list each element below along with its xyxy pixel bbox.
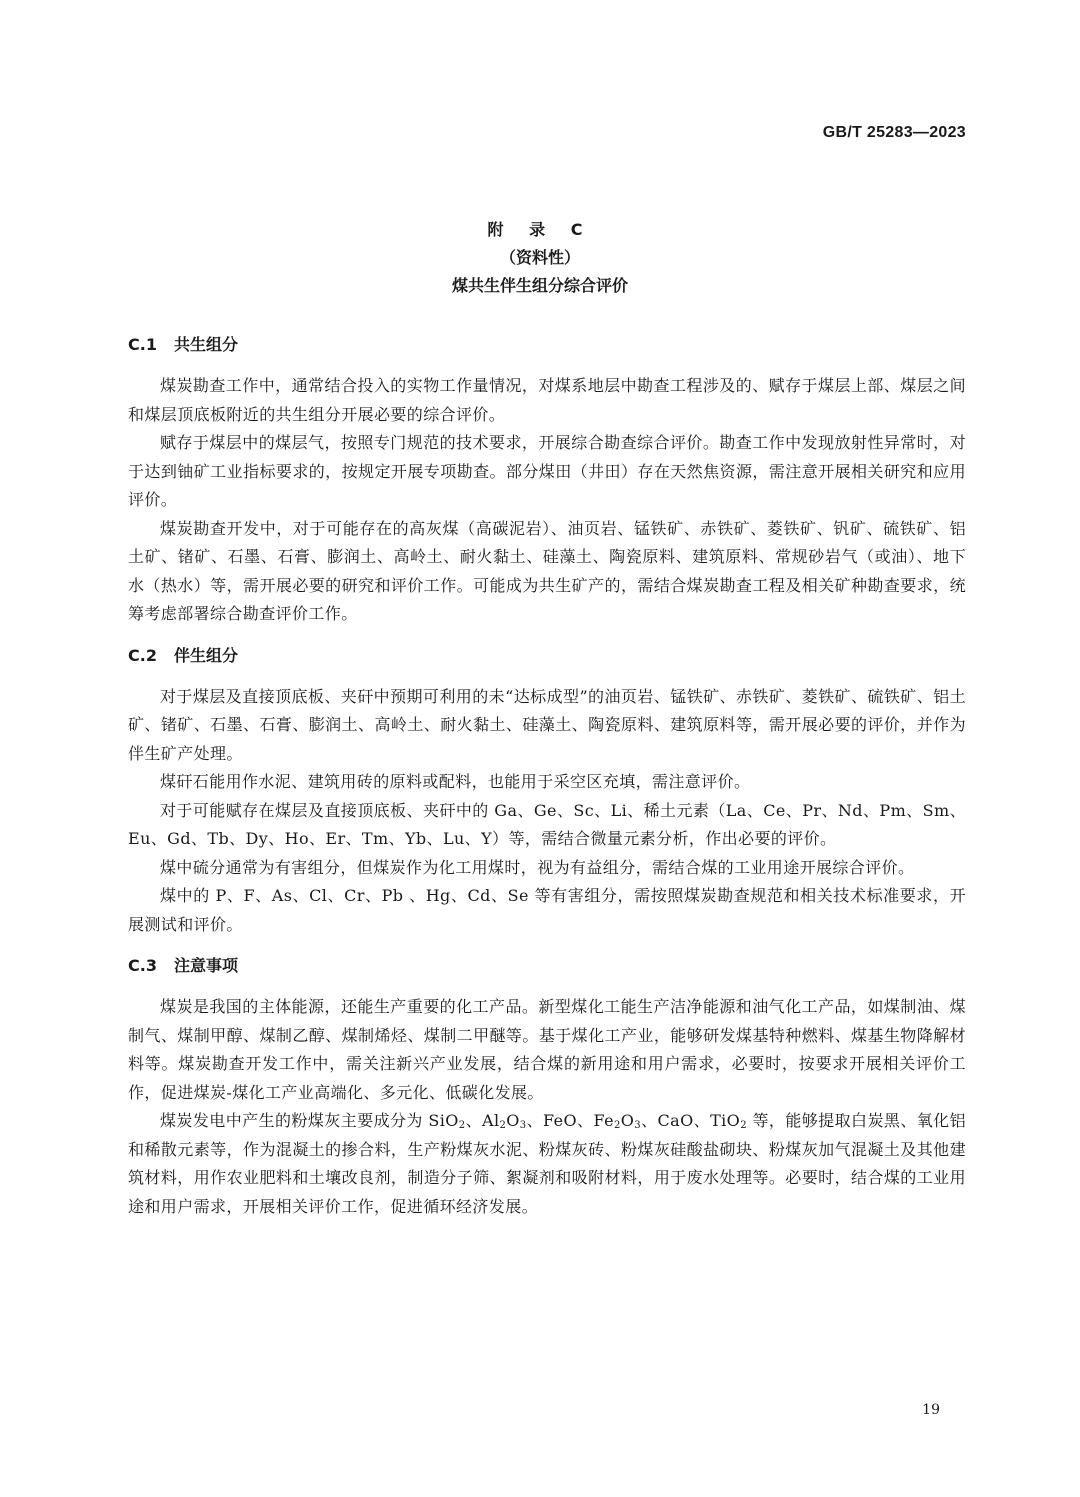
section-title: 共生组分 [174, 335, 239, 354]
paragraph: 赋存于煤层中的煤层气，按照专门规范的技术要求，开展综合勘查综合评价。勘查工作中发现放射性异常时，对于达到铀矿工业指标要求的，按规定开展专项勘查。部分煤田（井田）存在天然焦资源，需注意开展相关研究和应用评价。 [128, 433, 966, 509]
paragraph: 对于煤层及直接顶底板、夹矸中预期可利用的未“达标成型”的油页岩、锰铁矿、赤铁矿、菱铁矿、硫铁矿、铝土矿、锗矿、石墨、石膏、膨润土、高岭土、耐火黏土、硅藻土、陶瓷原料、建筑原料等，需开展必要的评价，并作为伴生矿产处理。 [128, 686, 966, 763]
section-number: C.3 [128, 956, 157, 975]
paragraph: 煤炭勘查工作中，通常结合投入的实物工作量情况，对煤系地层中勘查工程涉及的、赋存于煤层上部、煤层之间和煤层顶底板附近的共生组分开展必要的综合评价。 [128, 376, 966, 424]
section-heading [128, 643, 966, 669]
paragraph: 煤矸石能用作水泥、建筑用砖的原料或配料，也能用于采空区充填，需注意评价。 [160, 772, 751, 791]
annex-type: （资料性） [499, 248, 580, 267]
page-number: 19 [922, 1402, 940, 1418]
section-number: C.2 [128, 645, 157, 665]
section-c1 [128, 332, 966, 629]
annex-content [128, 332, 966, 1235]
annex-name: 煤共生伴生组分综合评价 [451, 276, 628, 295]
section-heading [128, 953, 966, 979]
section-title: 注意事项 [174, 956, 239, 975]
annex-title: 附 录 C [487, 220, 593, 239]
paragraph: 煤中硫分通常为有害组分，但煤炭作为化工用煤时，视为有益组分，需结合煤的工业用途开展综合评价。 [160, 857, 915, 877]
paragraph: 煤中的 P、F、As、Cl、Cr、Pb 、Hg、Cd、Se 等有害组分，需按照煤炭勘查规范和相关技术标准要求，开展测试和评价。 [128, 886, 966, 934]
section-title: 伴生组分 [174, 645, 239, 665]
annex-title-block [0, 216, 1080, 300]
paragraph: 对于可能赋存在煤层及直接顶底板、夹矸中的 Ga、Ge、Sc、Li、稀土元素（La、Ce、Pr、Nd、Pm、Sm、Eu、Gd、Tb、Dy、Ho、Er、Tm、Yb、Lu、Y）等，需结合微量元素分析，作出必要的评价。 [128, 800, 966, 848]
paragraph: 煤炭是我国的主体能源，还能生产重要的化工产品。新型煤化工能生产洁净能源和油气化工产品，如煤制油、煤制气、煤制甲醇、煤制乙醇、煤制烯烃、煤制二甲醚等。基于煤化工产业，能够研发煤基特种燃料、煤基生物降解材料等。煤炭勘查开发工作中，需关注新兴产业发展，结合煤的新用途和用户需求，必要时，按要求开展相关评价工作，促进煤炭-煤化工产业高端化、多元化、低碳化发展。 [128, 997, 966, 1102]
section-number: C.1 [128, 335, 157, 354]
section-heading [128, 332, 966, 358]
section-c2 [128, 643, 966, 940]
paragraph-fly-ash: 煤炭发电中产生的粉煤灰主要成分为 SiO$_2$、$Al_2O_3$、FeO、$Fe_2O_3$、CaO、TiO$_2$ 等，能够提取白炭黑、氧化铝和稀散元素等，作为混凝土的掺合料，生产粉煤灰水泥、粉煤灰砖、粉煤灰硅酸盐砌块、粉煤灰加气混凝土及其他建筑材料，用作农业肥料和土壤改良剂，制造分子筛、絮凝剂和吸附材料，用于废水处理等。必要时，结合煤的工业用途和用户需求，开展相关评价工作，促进循环经济发展。 [128, 1111, 967, 1216]
paragraph: 煤炭勘查开发中，对于可能存在的高灰煤（高碳泥岩）、油页岩、锰铁矿、赤铁矿、菱铁矿、钒矿、硫铁矿、铝土矿、锗矿、石墨、石膏、膨润土、高岭土、耐火黏土、硅藻土、陶瓷原料、建筑原料、常规砂岩气（或油）、地下水（热水）等，需开展必要的研究和评价工作。可能成为共生矿产的，需结合煤炭勘查工程及相关矿种勘查要求，统筹考虑部署综合勘查评价工作。 [128, 518, 966, 623]
standard-number: GB/T 25283—2023 [822, 124, 966, 141]
section-c3 [128, 953, 966, 1221]
